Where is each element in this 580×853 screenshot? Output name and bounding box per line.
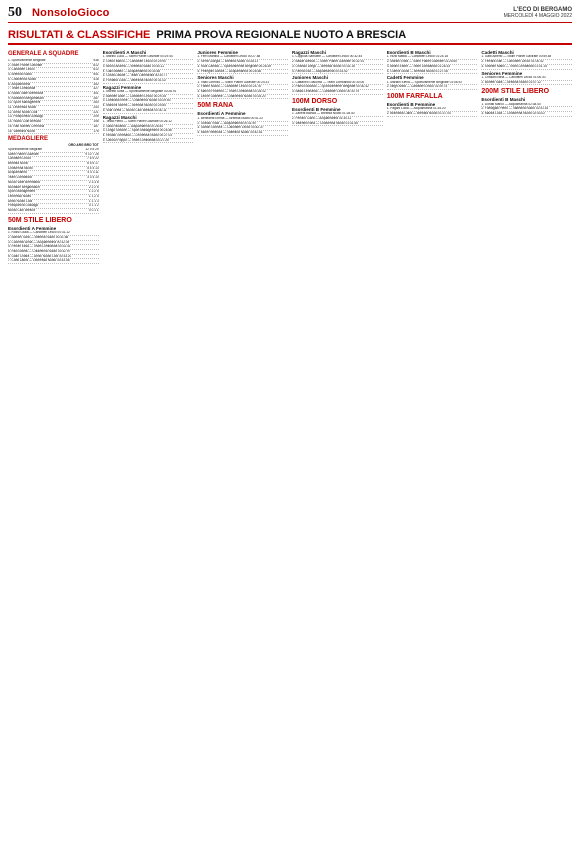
result-row: 3. Bellini Ettore — Team Lombardia 01:26.33: [387, 65, 478, 70]
headline-title: PRIMA PROVA REGIONALE NUOTO A BRESCIA: [156, 29, 407, 41]
result-row: 4. Farina Elia — Acquamarina 00:33.52: [292, 70, 383, 75]
result-row: 5. Ricci Marta — Chiavenna Nuoto 00:32.97: [8, 250, 99, 255]
result-row: 1. Pagani Lucia — Acquamarina 01:35.20: [387, 107, 478, 112]
result-list: [387, 107, 478, 116]
result-row: 1. Ferri Martina — Canottieri Lecco 00:27.88: [197, 55, 288, 60]
team-row: 13. Polisportiva Gussago 209: [8, 115, 99, 119]
column-2: [103, 49, 194, 849]
medal-row: Acquamarina 4 4 3 11: [8, 171, 99, 175]
result-row: 2. Brambilla Carla — Brebbia Nuoto 01:37.04: [387, 112, 478, 117]
result-row: 2. Bonetti Sara — Brebbia Nuoto 01:07.12: [481, 81, 572, 86]
result-list: [197, 117, 288, 136]
result-row: 5. Costa Davide — Team Lombardia 00:30.77: [103, 74, 194, 79]
event-title: 50M RANA: [197, 102, 234, 110]
team-row: 1. Sportivamente Belgirate 938: [8, 59, 99, 62]
category-title: Esordienti B Maschi: [481, 97, 526, 103]
team-row: 7. Team Lombardia 327: [8, 87, 99, 91]
paper-name: L'ECO DI BERGAMO: [513, 7, 572, 13]
category-title: Ragazzi Femmine: [102, 84, 142, 90]
category-title: Juniores Femmine: [197, 50, 238, 55]
category-title: Esordienti B Femmine: [292, 106, 341, 112]
result-row: 3. Bassi Leonardo — Canottieri Lecco 00:30.79: [292, 90, 383, 95]
result-row: 2. Barbieri Alice — Canottieri Lecco 00:29.35: [103, 95, 194, 100]
result-list: [8, 231, 99, 264]
medal-table-title: MEDAGLIERE: [8, 136, 49, 143]
page-number: 50: [8, 5, 22, 20]
team-row: 12. Amici Nuoto Lodi 221: [8, 110, 99, 114]
team-ranking-title: GENERALE A SQUADRE: [8, 51, 79, 57]
result-list: [103, 120, 194, 144]
category-title: Esordienti B Maschi: [386, 50, 431, 55]
category-title: Esordienti A Femmine: [197, 111, 246, 117]
result-row: 5. Villa Greta — Nuoto Club Brescia 00:30.11: [103, 109, 194, 114]
medal-row: Canottieri Lecco 7 6 9 22: [8, 157, 99, 161]
category-title: Cadetti Femmine: [386, 75, 424, 81]
result-row: 6. Fontana Luca — Valtellina Nuoto 00:31.02: [103, 79, 194, 84]
result-list: [197, 55, 288, 74]
result-row: 3. Lombardi Irene — Chiavenna Nuoto 00:29.60: [103, 99, 194, 104]
medal-row: Chiavenna Nuoto 5 4 4 13: [8, 166, 99, 170]
result-row: 5. Caruso Filippo — Team Lombardia 00:27.25: [103, 139, 194, 144]
team-row: 5. Chiavenna Nuoto 418: [8, 77, 99, 81]
result-row: 2. Basile Alessio — Swim Planet Gavirate 00:32.91: [292, 60, 383, 65]
result-row: 4. Leone Gabriele — Chiavenna Nuoto 00:25.20: [197, 95, 288, 100]
team-ranking: [8, 59, 99, 134]
team-row: 8. Nuoto Valle Brembana 301: [8, 91, 99, 95]
result-row: 1. Donati Marco — Acquamarina 02:38.40: [481, 103, 572, 108]
category-title: Cadetti Maschi: [481, 50, 514, 55]
result-row: 4. Ferrari Elisa — Team Lombardia 00:32.41: [8, 245, 99, 250]
team-row: 11. Leonessa Nuoto 244: [8, 106, 99, 110]
result-list: [387, 81, 478, 90]
column-6: [481, 49, 572, 849]
medal-table-header: ORO ARG BRO TOT: [68, 143, 99, 148]
result-list: [292, 81, 383, 95]
event-title: 200M STILE LIBERO: [481, 88, 550, 96]
medal-row: Leonessa Nuoto 1 1 2 4: [8, 194, 99, 198]
result-list: [197, 81, 288, 100]
result-row: 3. Marchi Federico — Team Lombardia 00:25.02: [197, 90, 288, 95]
newspaper-page: [8, 4, 572, 845]
result-row: 2. Ferraro Clara — Acquamarina 01:30.12: [292, 117, 383, 122]
result-row: 2. Martini Enea — Swim Planet Gavirate 01:25.60: [387, 60, 478, 65]
masthead: [504, 7, 572, 19]
result-row: 4. Pellegrini Aurora — Acquamarina 00:28.66: [197, 70, 288, 75]
result-row: 2. Parisi Edoardo — Sportivamente Belgirate 00:30.42: [292, 85, 383, 90]
result-row: 2. Sala Riccardo — Acquamarina 00:26.54: [103, 125, 194, 130]
column-4: [292, 49, 383, 849]
event-title: 100M FARFALLA: [386, 93, 443, 101]
result-row: 6. Gallo Chiara — Amici Nuoto Lodi 00:33.20: [8, 255, 99, 260]
category-title: Juniores Maschi: [292, 75, 329, 81]
result-row: 1. Mariani Elena — Sportivamente Belgirate 01:08.92: [387, 81, 478, 86]
category-title: Ragazzi Maschi: [102, 114, 137, 120]
medal-row: Sport Management 1 2 2 5: [8, 190, 99, 194]
headline-label: RISULTATI & CLASSIFICHE: [8, 29, 151, 41]
team-row: 6. Acquamarina 352: [8, 82, 99, 86]
result-row: 2. Greco Marco — Canottieri Lecco 00:29.90: [103, 60, 194, 65]
result-row: 3. Bruno Andrea — Brebbia Nuoto 00:30.12: [103, 65, 194, 70]
result-row: 4. Guerra Giulio — Brebbia Nuoto 01:27.08: [387, 70, 478, 75]
result-list: [292, 112, 383, 126]
category-title: Esordienti A Femmine: [8, 225, 57, 231]
result-row: 3. Silvestri Mario — Team Lombardia 01:01.15: [481, 65, 572, 70]
medal-table: [8, 148, 99, 214]
page-header: [8, 4, 572, 23]
result-row: 2. Negri Anita — Canottieri Lecco 01:09.74: [387, 85, 478, 90]
team-row: 4. Brebbia Nuoto 541: [8, 73, 99, 77]
result-list: [481, 103, 572, 117]
team-row: 3. Canottieri Lecco 612: [8, 68, 99, 72]
category-title: Seniores Femmine: [481, 70, 523, 76]
medal-row: Team Lombardia 3 3 4 10: [8, 176, 99, 180]
result-row: 1. Testa Pietro — Swim Planet Gavirate 00:26.12: [103, 120, 194, 125]
column-1: [8, 49, 99, 849]
section-title: NonsoloGioco: [32, 7, 110, 19]
medal-row: Swim Planet Gavirate 9 10 7 26: [8, 152, 99, 156]
result-list: [481, 76, 572, 85]
team-row: 10. Sport Management 260: [8, 101, 99, 105]
category-title: Esordienti B Femmine: [386, 102, 436, 108]
medal-row: Polisportiva Gussago 0 1 1 2: [8, 204, 99, 208]
headline: [8, 27, 572, 45]
result-row: 3. Sartori Ginevra — Canottieri Lecco 00:42.37: [197, 126, 288, 131]
result-row: 1. Moretti Sofia — Sportivamente Belgirate 00:28.91: [103, 90, 194, 95]
team-row: 9. Nuotatori Bergamaschi 287: [8, 96, 99, 100]
result-row: 3. Mazza Luca — Chiavenna Nuoto 02:43.02: [481, 112, 572, 117]
result-row: 3. Valentini Nina — Chiavenna Nuoto 01:31.55: [292, 122, 383, 127]
results-columns: [8, 49, 572, 849]
result-row: 2. Bianchi Sara — Brebbia Nuoto 00:31.88: [8, 236, 99, 241]
result-row: 3. Longo Simone — Sport Management 00:26.80: [103, 129, 194, 134]
team-row: 16. Valtellina Nuoto 176: [8, 129, 99, 133]
medal-row: Nuoto Club Brescia 0 0 1 1: [8, 209, 99, 213]
category-title: Esordienti A Maschi: [102, 50, 147, 55]
result-list: [387, 55, 478, 74]
column-5: [387, 49, 478, 849]
category-title: Ragazzi Maschi: [292, 50, 326, 55]
team-row: 15. Rari Nantes Cremona 187: [8, 124, 99, 128]
result-row: 1. Rizzi Mattia — Canottieri Lecco 01:24.18: [387, 55, 478, 60]
result-list: [292, 55, 383, 74]
result-row: 1. Cristiani Ilaria — Canottieri Lecco 01:06.30: [481, 76, 572, 81]
result-row: 1. Cattaneo Giacomo — Team Lombardia 00:30.06: [292, 81, 383, 86]
result-row: 1. Zanetti Bianca — Brebbia Nuoto 01:28.40: [292, 112, 383, 117]
result-row: 2. Fabbri Nicolò — Canottieri Lecco 00:24.76: [197, 85, 288, 90]
medal-row: Nuotatori Bergamaschi 2 2 2 6: [8, 185, 99, 189]
result-row: 1. Rossi Giulia — Canottieri Lecco 00:31.12: [8, 231, 99, 236]
result-row: 1. Benedetti Emma — Brebbia Nuoto 00:41.22: [197, 117, 288, 122]
result-row: 1. Vitali Lorenzo — Swim Planet Gavirate 00:24.31: [197, 81, 288, 86]
medal-row: Brebbia Nuoto 6 5 6 17: [8, 162, 99, 166]
result-row: 1. Coppola Samuele — Canottieri Lecco 00:32.44: [292, 55, 383, 60]
result-row: 2. Serra Giorgia — Brebbia Nuoto 00:28.14: [197, 60, 288, 65]
result-list: [103, 90, 194, 114]
result-row: 1. Gatti Alberto — Swim Planet Gavirate 00:59.88: [481, 55, 572, 60]
result-row: 4. Monti Rebecca — Valtellina Nuoto 00:42.81: [197, 131, 288, 136]
result-row: 2. Grasso Viola — Acquamarina 00:41.90: [197, 122, 288, 127]
column-3: [197, 49, 288, 849]
result-row: 4. Galli Matteo — Acquamarina 00:30.48: [103, 70, 194, 75]
issue-date: MERCOLEDÌ 4 MAGGIO 2022: [503, 13, 572, 19]
medal-row: Nuoto Valle Brembana 2 3 3 8: [8, 180, 99, 184]
result-row: 3. Riva Camilla — Sportivamente Belgirate 00:28.39: [197, 65, 288, 70]
result-row: 3. Orlando Diego — Brebbia Nuoto 00:33.18: [292, 65, 383, 70]
result-row: 2. Fumagalli Pietro — Valtellina Nuoto 02:41.16: [481, 107, 572, 112]
event-title: 100M DORSO: [292, 97, 338, 105]
medal-row: Sportivamente Belgirate 12 9 8 29: [8, 147, 99, 151]
category-title: Seniores Maschi: [197, 75, 234, 81]
result-row: 3. Colombo Anna — Acquamarina 00:32.05: [8, 241, 99, 246]
result-row: 2. Ferrara Ivan — Canottieri Lecco 01:00.42: [481, 60, 572, 65]
result-row: 7. Conti Laura — Leonessa Nuoto 00:33.56: [8, 259, 99, 264]
result-list: [103, 55, 194, 83]
result-row: 1. Marino Luca — Swim Planet Gavirate 00:29.44: [103, 55, 194, 60]
result-row: 4. Mancini Noemi — Brebbia Nuoto 00:29.84: [103, 104, 194, 109]
medal-row: Amici Nuoto Lodi 1 1 1 3: [8, 199, 99, 203]
event-title: 50M STILE LIBERO: [8, 216, 72, 224]
result-list: [481, 55, 572, 69]
team-row: 2. Swim Planet Gavirate 812: [8, 63, 99, 67]
result-row: 4. Rinaldi Tommaso — Leonessa Nuoto 00:27.03: [103, 134, 194, 139]
team-row: 14. Nuoto Club Brescia 198: [8, 120, 99, 124]
